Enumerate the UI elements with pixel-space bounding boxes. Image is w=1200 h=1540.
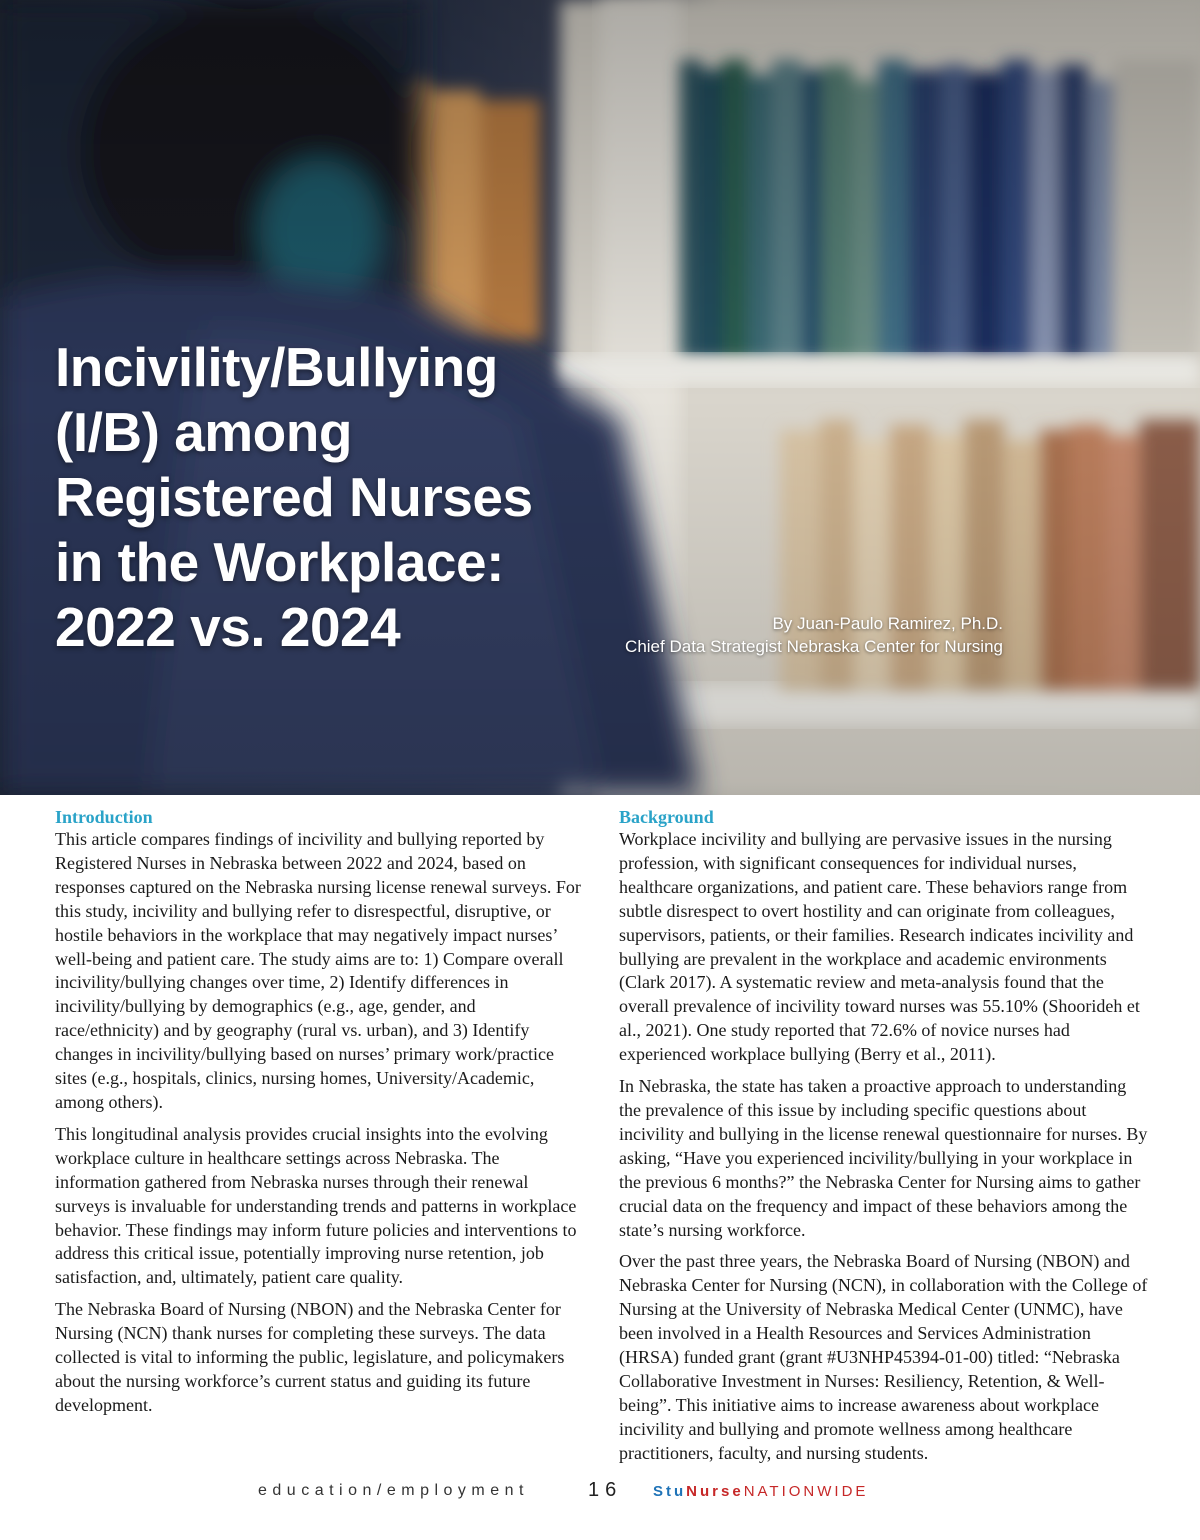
introduction-heading: Introduction [55, 807, 153, 827]
paragraph: Workplace incivility and bullying are pervasive issues in the nursing profession, with significant consequences for individual nurses, healthcare organizations, and patient care. These behaviors range from subtle disrespect to overt hostility and can originate from colleagues, supervisors, patients, or their families. Research indicates incivility and bullying are prevalent in the workplace and academic environments (Clark 2017). A systematic review and meta-analysis found that the overall prevalence of incivility toward nurses was 55.10% (Shoorideh et al., 2021). One study reported that 72.6% of novice nurses had experienced workplace bullying (Berry et al., 2011). [619, 829, 1140, 1065]
brand-nationwide: NATIONWIDE [743, 1483, 869, 1500]
title-line: in the Workplace: [55, 531, 504, 593]
title-line: Registered Nurses [55, 466, 533, 528]
page-footer [0, 1480, 1200, 1504]
author-title: Chief Data Strategist Nebraska Center for Nursing [625, 637, 1003, 656]
title-line: 2022 vs. 2024 [55, 596, 401, 658]
brand-stu: Stu [653, 1483, 687, 1500]
footer-section-label: education/employment [258, 1482, 529, 1499]
paragraph: This longitudinal analysis provides crucial insights into the evolving workplace culture in healthcare settings across Nebraska. The information gathered from Nebraska nurses through their renewal surveys is invaluable for understanding trends and patterns in workplace behavior. These findings may inform future policies and interventions to address this critical issue, potentially improving nurse retention, job satisfaction, and, ultimately, patient care quality. [55, 1123, 577, 1288]
byline [625, 612, 1003, 658]
background-heading: Background [619, 807, 714, 827]
paragraph: Over the past three years, the Nebraska Board of Nursing (NBON) and Nebraska Center for Nursing (NCN), in collaboration with the College of Nursing at the University of Nebraska Medical Center (UNMC), have been involved in a Health Resources and Services Administration (HRSA) funded grant (grant #U3NHP45394-01-00) titled: “Nebraska Collaborative Investment in Nurses: Resiliency, Retention, & Well-being”. This initiative aims to increase awareness about workplace incivility and bullying and promote wellness among healthcare practitioners, faculty, and nursing students. [619, 1251, 1148, 1463]
author-name: By Juan-Paulo Ramirez, Ph.D. [772, 614, 1003, 633]
brand-nurse: Nurse [686, 1483, 744, 1500]
publication-logo [653, 1483, 868, 1500]
paragraph: In Nebraska, the state has taken a proactive approach to understanding the prevalence of this issue by including specific questions about incivility and bullying in the license renewal questionnaire for nurses. By asking, “Have you experienced incivility/bullying in your workplace in the previous 6 months?” the Nebraska Center for Nursing aims to gather crucial data on the frequency and impact of these behaviors among the state’s nursing workforce. [619, 1076, 1148, 1240]
paragraph: This article compares findings of incivility and bullying reported by Registered Nurses in Nebraska between 2022 and 2024, based on responses captured on the Nebraska nursing license renewal surveys. For this study, incivility and bullying refer to disrespectful, disruptive, or hostile behaviors in the workplace that may negatively impact nurses’ well-being and patient care. The study aims are to: 1) Compare overall incivility/bullying changes over time, 2) Identify differences in incivility/bullying by demographics (e.g., age, gender, and race/ethnicity) and by geography (rural vs. urban), and 3) Identify changes in incivility/bullying based on nurses’ primary work/practice sites (e.g., hospitals, clinics, nursing homes, University/Academic, among others). [55, 829, 581, 1112]
paragraph: The Nebraska Board of Nursing (NBON) and the Nebraska Center for Nursing (NCN) thank nurses for completing these surveys. The data collected is vital to informing the public, legislature, and policymakers about the nursing workforce’s current status and guiding its future development. [55, 1299, 565, 1415]
page-number: 16 [588, 1479, 623, 1501]
title-line: Incivility/Bullying [55, 336, 498, 398]
right-column [619, 806, 1149, 1474]
title-line: (I/B) among [55, 401, 352, 463]
article-title [55, 335, 635, 660]
left-column [55, 806, 583, 1426]
